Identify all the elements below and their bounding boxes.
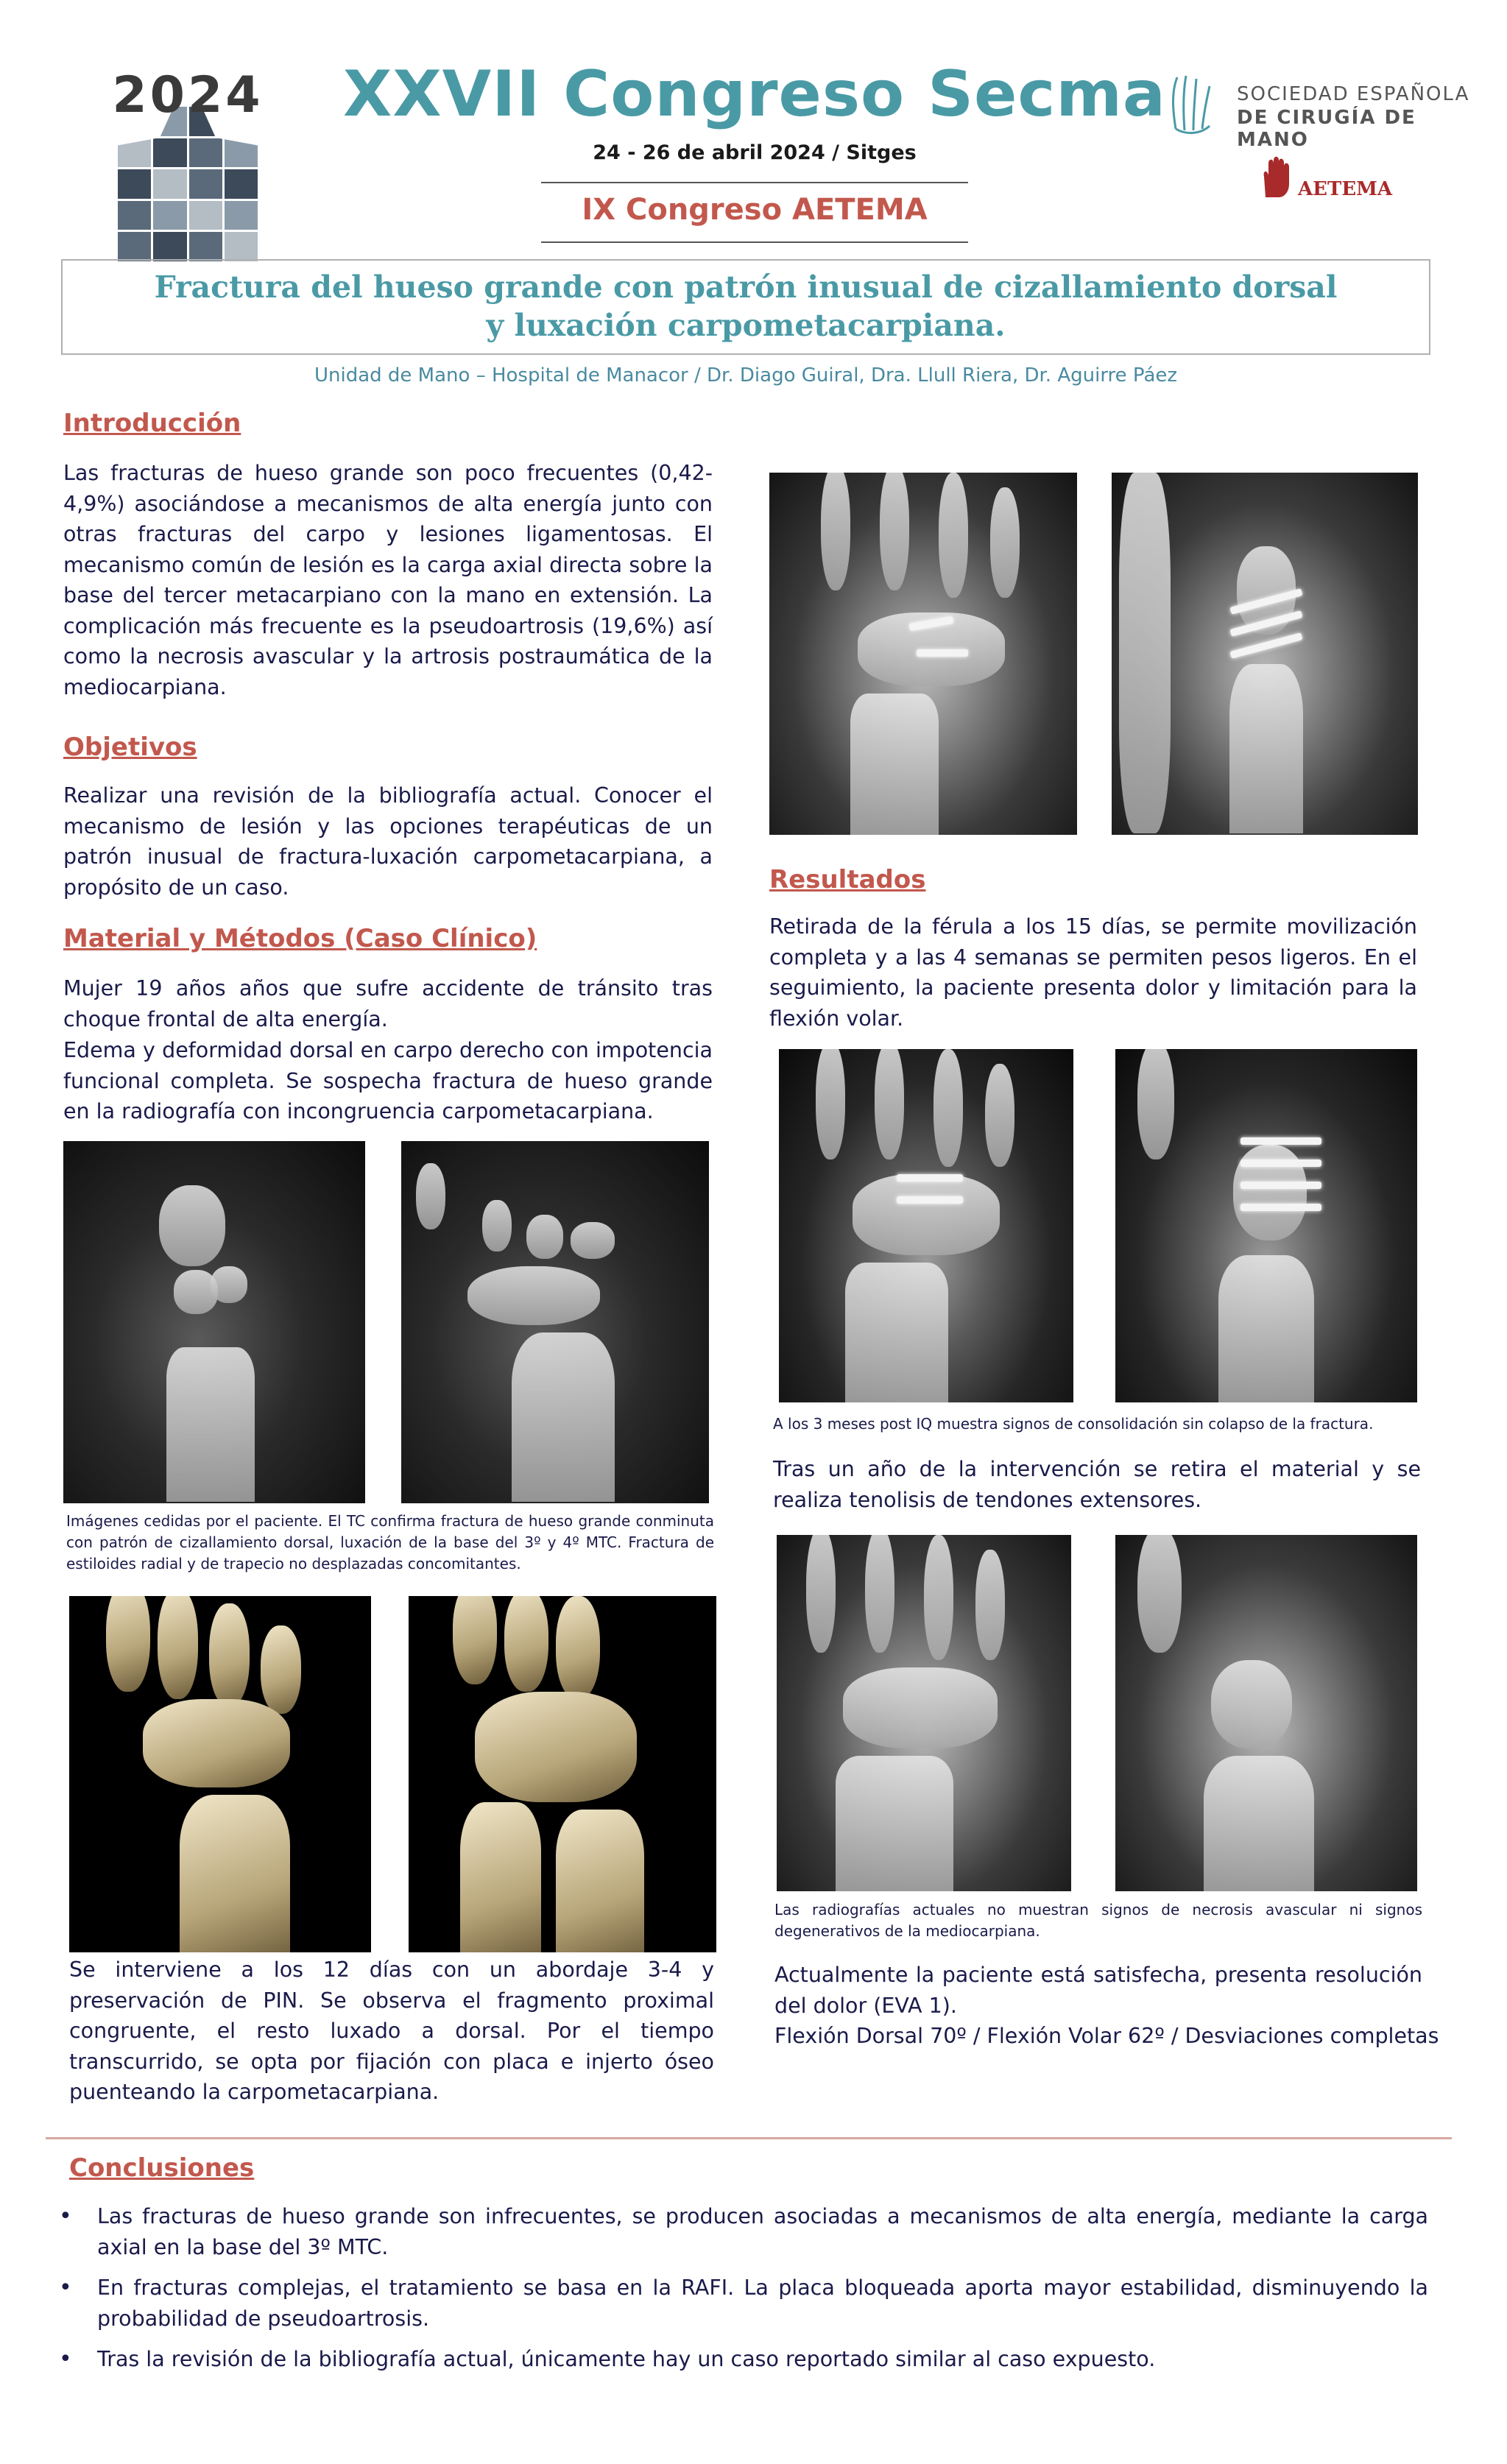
text-resultados-3: Actualmente la paciente está satisfecha, presenta resolución del dolor (EVA 1). <box>774 1963 1422 2018</box>
paper-title-box <box>61 259 1430 355</box>
congress-year: 2024 <box>112 66 264 124</box>
text-material-2: Edema y deformidad dorsal en carpo derecho con impotencia funcional completa. Se sospecha fractura de hueso grande en la radiografía con incongruencia carpometacarpiana. <box>63 1038 713 1123</box>
congress-dates: 24 - 26 de abril 2024 / Sitges <box>593 141 917 164</box>
xray-postop-lateral <box>1112 473 1418 835</box>
text-resultados-1: Retirada de la férula a los 15 días, se permite movilización completa y a las 4 semanas se permiten pesos ligeros. En el seguimiento, la paciente presenta dolor y limitación para la flexión volar. <box>769 914 1417 1031</box>
ct-3d-render-lateral <box>409 1596 716 1952</box>
conclusion-item: • En fracturas complejas, el tratamiento se basa en la RAFI. La placa bloqueada aporta mayor estabilidad, disminuyendo la probabilidad de pseudoartrosis. <box>59 2273 1428 2334</box>
heading-objetivos: Objetivos <box>63 733 197 762</box>
secm-name-line2: DE CIRUGÍA DE MANO <box>1237 107 1416 151</box>
conclusions-divider <box>46 2137 1452 2139</box>
congress-year-logo <box>110 66 265 261</box>
aetema-congress-title: IX Congreso AETEMA <box>582 193 928 227</box>
heading-resultados: Resultados <box>769 865 926 894</box>
paper-authors: Unidad de Mano – Hospital de Manacor / Dr. Diago Guiral, Dra. Llull Riera, Dr. Aguirre Páez <box>314 364 1178 386</box>
text-introduccion: Las fracturas de hueso grande son poco frecuentes (0,42-4,9%) asociándose a mecanismos de alta energía junto con otras fracturas del carpo y lesiones ligamentosas. El mecanismo común de lesión es la carga axial directa sobre la base del tercer metacarpiano con la mano en extensión. La complicación más frecuente es la pseudoartrosis (19,6%) así como la necrosis avascular y la artrosis postraumática de la mediocarpiana. <box>63 461 713 699</box>
xray-current-ap <box>777 1535 1071 1891</box>
xray-current-lateral <box>1115 1535 1417 1891</box>
ct-image-coronal <box>63 1141 365 1503</box>
heading-conclusiones: Conclusiones <box>69 2153 255 2183</box>
text-objetivos: Realizar una revisión de la bibliografía actual. Conocer el mecanismo de lesión y las opciones terapéuticas de un patrón inusual de fractura-luxación carpometacarpiana, a propósito de un caso. <box>63 783 713 900</box>
aetema-hand-icon <box>1255 155 1299 199</box>
ct-image-sagittal <box>401 1141 709 1503</box>
caption-ct: Imágenes cedidas por el paciente. El TC confirma fractura de hueso grande conminuta con patrón de cizallamiento dorsal, luxación de la base del 3º y 4º MTC. Fractura de estiloides radial y de trapecio no desplazadas concomitantes. <box>66 1512 714 1572</box>
text-material-3: Se interviene a los 12 días con un abordaje 3-4 y preservación de PIN. Se observa el fragmento proximal congruente, el resto luxado a dorsal. Por el tiempo transcurrido, se opta por fijación con placa e injerto óseo puenteando la carpometacarpiana. <box>69 1958 714 2104</box>
xray-postop-ap <box>769 473 1077 835</box>
secm-logo <box>1167 70 1483 151</box>
conclusion-item: • Tras la revisión de la bibliografía actual, únicamente hay un caso reportado similar al caso expuesto. <box>59 2344 1428 2375</box>
conclusion-item: • Las fracturas de hueso grande son infrecuentes, se producen asociadas a mecanismos de alta energía, mediante la carga axial en la base del 3º MTC. <box>59 2201 1428 2262</box>
secm-name-line1: SOCIEDAD ESPAÑOLA <box>1237 83 1470 105</box>
caption-current: Las radiografías actuales no muestran signos de necrosis avascular ni signos degenerativos de la mediocarpiana. <box>774 1901 1422 1940</box>
header-divider-top <box>541 182 968 183</box>
heading-material-metodos: Material y Métodos (Caso Clínico) <box>63 924 537 953</box>
aetema-logo-name: AETEMA <box>1298 178 1393 200</box>
paper-title: Fractura del hueso grande con patrón inusual de cizallamiento dorsal y luxación carpometacarpiana. <box>154 269 1338 343</box>
text-resultados-2: Tras un año de la intervención se retira el material y se realiza tenolisis de tendones extensores. <box>773 1457 1421 1512</box>
xray-3months-lateral <box>1115 1049 1417 1402</box>
heading-introduccion: Introducción <box>63 409 241 438</box>
text-resultados-4: Flexión Dorsal 70º / Flexión Volar 62º / Desviaciones completas <box>774 2024 1439 2048</box>
caption-3months: A los 3 meses post IQ muestra signos de consolidación sin colapso de la fractura. <box>773 1415 1374 1433</box>
header-divider-bottom <box>541 241 968 243</box>
aetema-logo <box>1255 155 1417 228</box>
secm-hand-icon <box>1167 70 1218 136</box>
conclusions-list <box>59 2201 1428 2385</box>
congress-title: XXVII Congreso Secma <box>343 57 1166 131</box>
ct-3d-render-dorsal <box>69 1596 371 1952</box>
xray-3months-ap <box>779 1049 1073 1402</box>
text-material-1: Mujer 19 años años que sufre accidente de tránsito tras choque frontal de alta energía. <box>63 976 713 1031</box>
congress-photo-collage <box>118 107 258 261</box>
